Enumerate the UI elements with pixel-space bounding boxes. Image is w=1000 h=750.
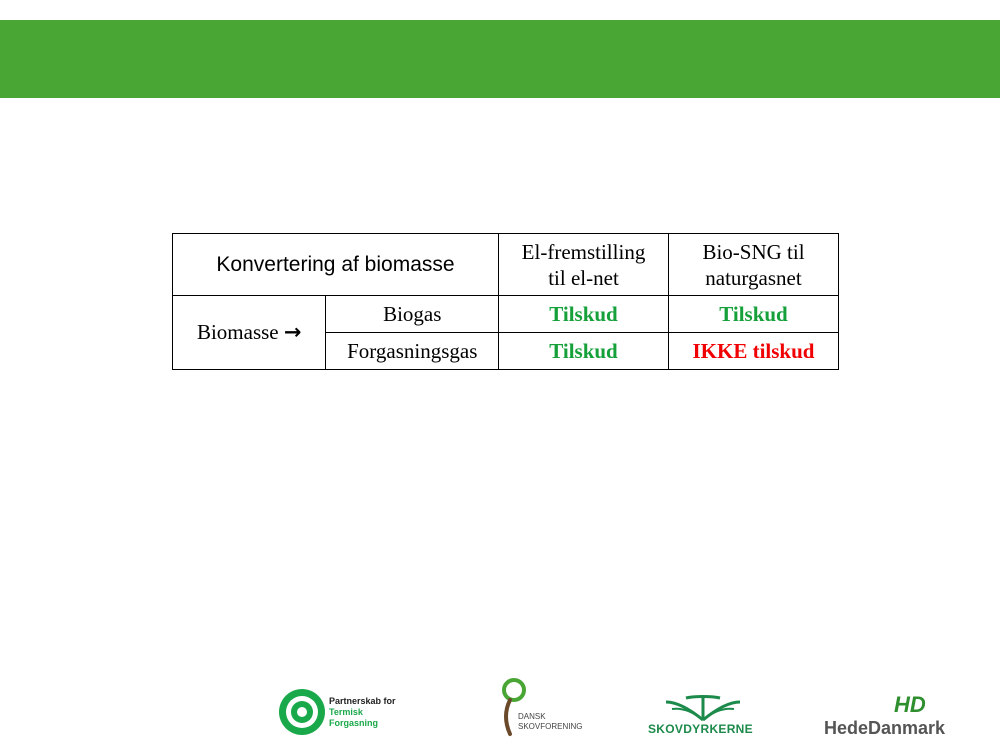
partnerskab-line1: Partnerskab for bbox=[329, 696, 396, 706]
hededanmark-logo bbox=[822, 694, 974, 740]
fern-leaf-icon bbox=[646, 694, 760, 722]
target-circle-icon bbox=[277, 687, 329, 739]
column-header-el-line1: El-fremstilling bbox=[521, 239, 646, 264]
cell-biogas-el: Tilskud bbox=[499, 296, 669, 333]
hd-mark-text: HD bbox=[894, 692, 926, 717]
row-label-biogas: Biogas bbox=[326, 296, 499, 333]
subsidy-table bbox=[172, 233, 839, 370]
partnerskab-line3: Forgasning bbox=[329, 718, 378, 728]
cell-biogas-sng: Tilskud bbox=[669, 296, 839, 333]
cell-forgasningsgas-el: Tilskud bbox=[499, 333, 669, 370]
arrow-right-icon: → bbox=[283, 320, 302, 344]
row-group-text: Biomasse bbox=[196, 320, 279, 344]
column-header-sng-line2: naturgasnet bbox=[705, 265, 802, 290]
skovdyrkerne-logo bbox=[646, 694, 760, 740]
row-label-forgasningsgas: Forgasningsgas bbox=[326, 333, 499, 370]
hd-mark bbox=[894, 694, 926, 716]
column-header-sng-line1: Bio-SNG til bbox=[702, 239, 805, 264]
dansk-line1: DANSK bbox=[518, 712, 546, 721]
hededanmark-name: HedeDanmark bbox=[824, 718, 946, 738]
partnerskab-line2: Termisk bbox=[329, 707, 363, 717]
column-header-sng bbox=[669, 234, 839, 296]
table-row bbox=[173, 296, 839, 333]
cell-forgasningsgas-sng: IKKE tilskud bbox=[669, 333, 839, 370]
dansk-skovforening-logo bbox=[498, 676, 588, 738]
header-bar bbox=[0, 20, 1000, 98]
partnerskab-logo bbox=[277, 687, 407, 739]
skovdyrkerne-name: SKOVDYRKERNE bbox=[648, 722, 753, 736]
dansk-line2: SKOVFORENING bbox=[518, 722, 583, 731]
column-header-el-line2: til el-net bbox=[548, 265, 619, 290]
table-header-title: Konvertering af biomasse bbox=[173, 234, 499, 296]
row-group-label bbox=[173, 296, 326, 370]
table-header-row bbox=[173, 234, 839, 296]
column-header-el bbox=[499, 234, 669, 296]
